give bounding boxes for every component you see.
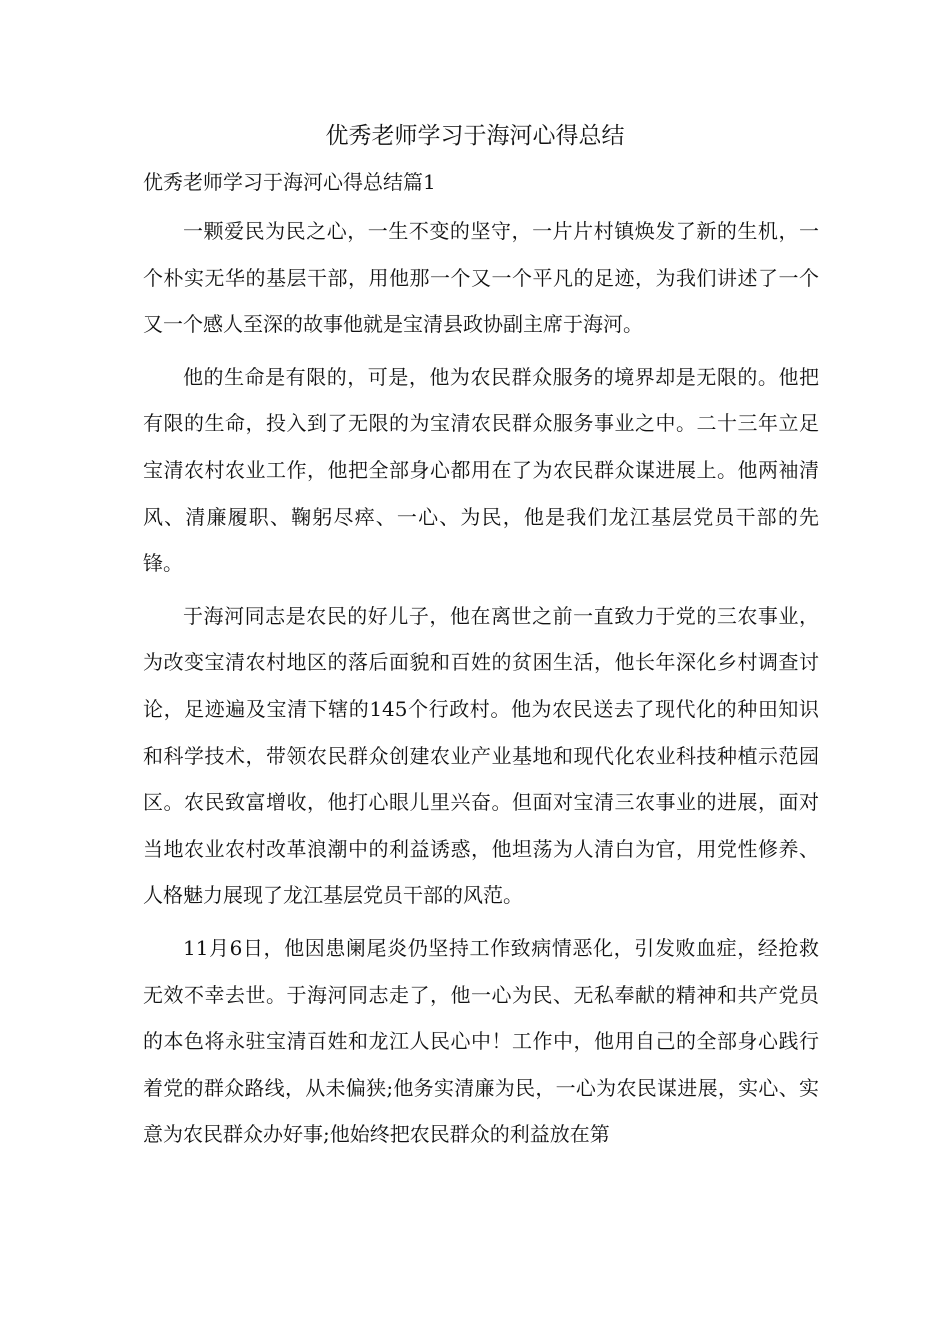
section-heading: 优秀老师学习于海河心得总结篇1	[143, 170, 436, 194]
document-title: 优秀老师学习于海河心得总结	[325, 123, 625, 149]
document-body	[143, 208, 819, 1164]
paragraph-1: 一颗爱民为民之心，一生不变的坚守，一片片村镇焕发了新的生机，一个朴实无华的基层干部，用他那一个又一个平凡的足迹，为我们讲述了一个又一个感人至深的故事他就是宝清县政协副主席于海河。	[143, 219, 819, 337]
paragraph-4: 11月6日，他因患阑尾炎仍坚持工作致病情恶化，引发败血症，经抢救无效不幸去世。于海河同志走了，他一心为民、无私奉献的精神和共产党员的本色将永驻宝清百姓和龙江人民心中！工作中，他用自己的全部身心践行着党的群众路线，从未偏狭;他务实清廉为民，一心为农民谋进展，实心、实意为农民群众办好事;他始终把农民群众的利益放在第	[143, 935, 819, 1147]
paragraph-3: 于海河同志是农民的好儿子，他在离世之前一直致力于党的三农事业，为改变宝清农村地区的落后面貌和百姓的贫困生活，他长年深化乡村调查讨论，足迹遍及宝清下辖的145个行政村。他为农民送去了现代化的种田知识和科学技术，带领农民群众创建农业产业基地和现代化农业科技种植示范园区。农民致富增收，他打心眼儿里兴奋。但面对宝清三农事业的进展，面对当地农业农村改革浪潮中的利益诱惑，他坦荡为人清白为官，用党性修养、人格魅力展现了龙江基层党员干部的风范。	[143, 603, 819, 908]
paragraph-2: 他的生命是有限的，可是，他为农民群众服务的境界却是无限的。他把有限的生命，投入到了无限的为宝清农民群众服务事业之中。二十三年立足宝清农村农业工作，他把全部身心都用在了为农民群众谋进展上。他两袖清风、清廉履职、鞠躬尽瘁、一心、为民，他是我们龙江基层党员干部的先锋。	[143, 364, 819, 576]
